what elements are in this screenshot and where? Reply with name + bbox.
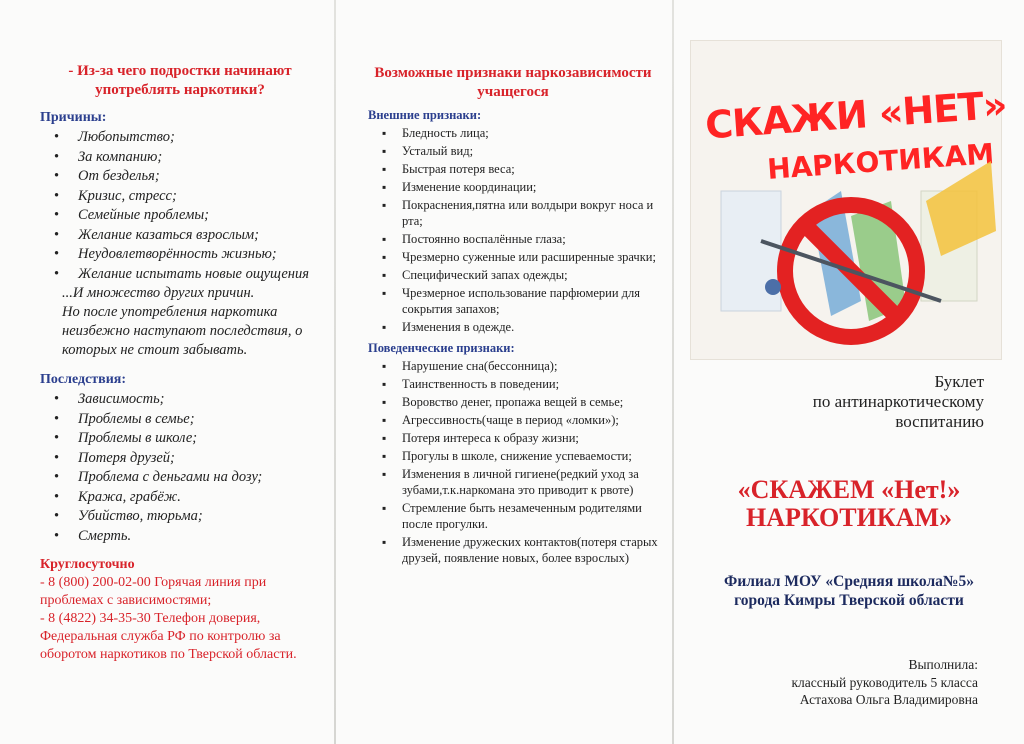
panel-signs bbox=[336, 0, 672, 744]
external-signs-title: Внешние признаки: bbox=[368, 108, 482, 122]
author-name: Астахова Ольга Владимировна bbox=[799, 692, 978, 707]
prohibition-sign-icon bbox=[691, 41, 1001, 359]
external-sign-item: ▪ Усталый вид; bbox=[366, 143, 660, 159]
external-sign-item: ▪ Чрезмерное использование парфюмерии для сокрытия запахов; bbox=[366, 285, 660, 317]
branch-line-2: города Кимры Тверской области bbox=[734, 592, 964, 609]
external-sign-item: ▪ Бледность лица; bbox=[366, 125, 660, 141]
consequence-item: • Кража, грабёж. bbox=[40, 488, 320, 508]
external-sign-item: ▪ Покраснения,пятна или волдыри вокруг носа и рта; bbox=[366, 197, 660, 229]
reason-item: • Семейные проблемы; bbox=[40, 206, 320, 226]
author-role: классный руководитель 5 класса bbox=[791, 674, 978, 690]
booklet-title-line2: НАРКОТИКАМ» bbox=[745, 503, 953, 532]
consequence-item: • Зависимость; bbox=[40, 390, 320, 410]
behavior-signs-list bbox=[366, 358, 660, 566]
anti-drug-poster bbox=[690, 40, 1008, 360]
reason-item: • За компанию; bbox=[40, 148, 320, 168]
author-label: Выполнила: bbox=[908, 657, 978, 672]
external-sign-item: ▪ Изменение координации; bbox=[366, 179, 660, 195]
reasons-heading: - Из-за чего подростки начинают употреблять наркотики? bbox=[68, 63, 292, 98]
external-sign-item: ▪ Постоянно воспалённые глаза; bbox=[366, 231, 660, 247]
poster-title-line2: НАРКОТИКАМ bbox=[766, 137, 996, 186]
reasons-list bbox=[40, 128, 320, 284]
external-sign-item: ▪ Специфический запах одежды; bbox=[366, 267, 660, 283]
reason-item: • Желание казаться взрослым; bbox=[40, 226, 320, 246]
reason-item: • Неудовлетворённость жизнью; bbox=[40, 245, 320, 265]
reason-item: • От безделья; bbox=[40, 167, 320, 187]
consequence-item: • Убийство, тюрьма; bbox=[40, 507, 320, 527]
more-reasons-text: ...И множество других причин. bbox=[62, 285, 255, 301]
branch-line-1: Филиал МОУ «Средняя школа№5» bbox=[724, 573, 974, 590]
behavior-sign-item: ▪ Таинственность в поведении; bbox=[366, 376, 660, 392]
panel-cover bbox=[674, 0, 1024, 744]
booklet-title bbox=[674, 476, 1024, 532]
reasons-title: Причины: bbox=[40, 110, 107, 125]
hotline-block bbox=[40, 556, 320, 664]
consequence-item: • Смерть. bbox=[40, 527, 320, 547]
behavior-signs-title: Поведенческие признаки: bbox=[368, 341, 515, 355]
poster-title-line1: СКАЖИ «НЕТ» bbox=[703, 82, 1008, 148]
behavior-sign-item: ▪ Воровство денег, пропажа вещей в семье; bbox=[366, 394, 660, 410]
external-sign-item: ▪ Изменения в одежде. bbox=[366, 319, 660, 335]
behavior-sign-item: ▪ Прогулы в школе, снижение успеваемости; bbox=[366, 448, 660, 464]
behavior-sign-item: ▪ Агрессивность(чаще в период «ломки»); bbox=[366, 412, 660, 428]
hotline-title: Круглосуточно bbox=[40, 557, 135, 572]
consequence-item: • Проблема с деньгами на дозу; bbox=[40, 468, 320, 488]
hotline-2: - 8 (4822) 34-35-30 Телефон доверия, Федеральная служба РФ по контролю за оборотом наркотиков по Тверской области. bbox=[40, 611, 297, 662]
consequence-item: • Проблемы в школе; bbox=[40, 429, 320, 449]
booklet-line-3: воспитанию bbox=[895, 412, 984, 431]
booklet-line-1: Буклет bbox=[934, 372, 984, 391]
consequences-title: Последствия: bbox=[40, 372, 127, 387]
consequences-list bbox=[40, 390, 320, 546]
booklet-title-line1: «СКАЖЕМ «Нет!» bbox=[737, 475, 961, 504]
booklet-caption bbox=[813, 372, 984, 432]
reason-item: • Желание испытать новые ощущения bbox=[40, 265, 320, 285]
panel-reasons bbox=[0, 0, 334, 744]
author-block bbox=[791, 656, 978, 709]
consequence-item: • Потеря друзей; bbox=[40, 449, 320, 469]
behavior-sign-item: ▪ Нарушение сна(бессонница); bbox=[366, 358, 660, 374]
external-sign-item: ▪ Быстрая потеря веса; bbox=[366, 161, 660, 177]
booklet-line-2: по антинаркотическому bbox=[812, 392, 984, 411]
signs-heading: Возможные признаки наркозависимости учащегося bbox=[374, 65, 652, 100]
behavior-sign-item: ▪ Изменения в личной гигиене(редкий уход за зубами,т.к.наркомана это приводит к рвоте) bbox=[366, 466, 660, 498]
reason-item: • Кризис, стресс; bbox=[40, 187, 320, 207]
behavior-sign-item: ▪ Потеря интереса к образу жизни; bbox=[366, 430, 660, 446]
behavior-sign-item: ▪ Стремление быть незамеченным родителями после прогулки. bbox=[366, 500, 660, 532]
consequence-item: • Проблемы в семье; bbox=[40, 410, 320, 430]
reason-item: • Любопытство; bbox=[40, 128, 320, 148]
external-sign-item: ▪ Чрезмерно суженные или расширенные зрачки; bbox=[366, 249, 660, 265]
consequence-warning: Но после употребления наркотика неизбежно наступают последствия, о которых не стоит забывать. bbox=[62, 304, 303, 358]
school-branch bbox=[674, 572, 1024, 610]
behavior-sign-item: ▪ Изменение дружеских контактов(потеря старых друзей, появление новых, более взрослых) bbox=[366, 534, 660, 566]
hotline-1: - 8 (800) 200-02-00 Горячая линия при проблемах с зависимостями; bbox=[40, 575, 267, 608]
external-signs-list bbox=[366, 125, 660, 335]
